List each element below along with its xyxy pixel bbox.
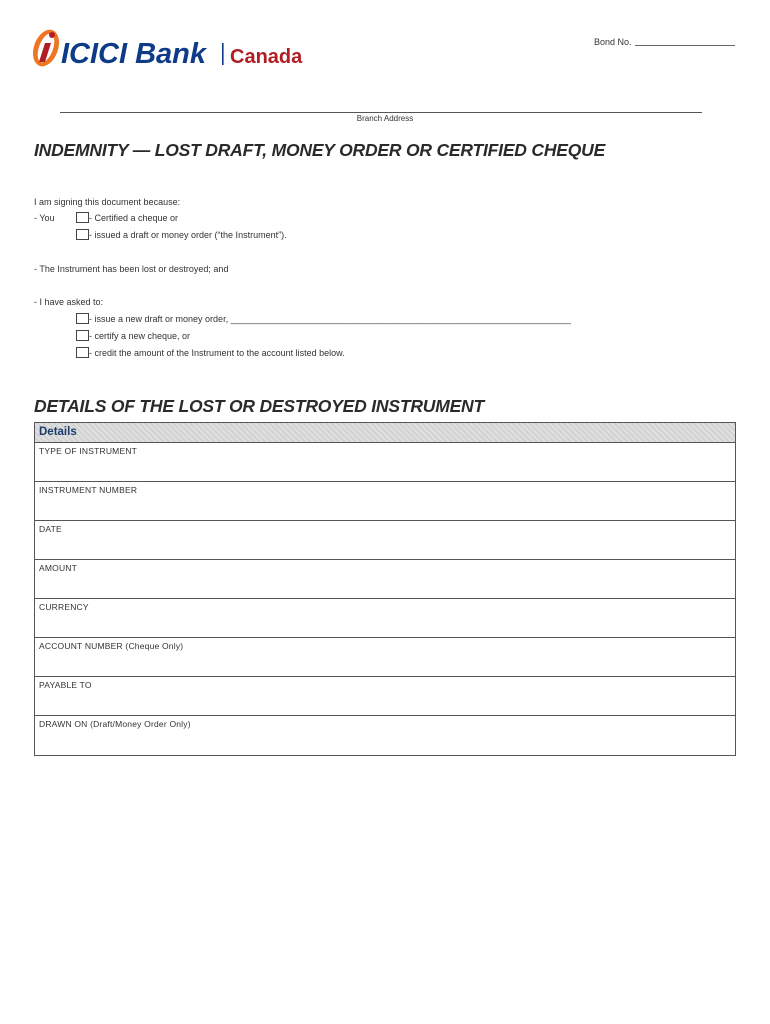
brand-name: ICICI Bank bbox=[61, 38, 207, 70]
issued-draft-checkbox[interactable] bbox=[76, 229, 89, 240]
date-field[interactable]: DATE bbox=[35, 521, 735, 560]
bond-number-label: Bond No. bbox=[594, 37, 632, 47]
issue-new-draft-checkbox[interactable] bbox=[76, 313, 89, 324]
details-table-header: Details bbox=[35, 423, 735, 443]
account-number-field[interactable]: ACCOUNT NUMBER (Cheque Only) bbox=[35, 638, 735, 677]
instrument-number-field[interactable]: INSTRUMENT NUMBER bbox=[35, 482, 735, 521]
credit-account-checkbox[interactable] bbox=[76, 347, 89, 358]
you-label: - You bbox=[34, 213, 55, 223]
lost-statement: - The Instrument has been lost or destroyed; and bbox=[34, 264, 229, 274]
currency-field[interactable]: CURRENCY bbox=[35, 599, 735, 638]
brand-region: Canada bbox=[230, 46, 303, 68]
details-table bbox=[34, 422, 736, 756]
branch-address-label: Branch Address bbox=[356, 114, 414, 123]
certified-cheque-option: - Certified a cheque or bbox=[89, 213, 179, 223]
issue-new-draft-option: - issue a new draft or money order, ____________________________________________________________________ bbox=[89, 314, 571, 324]
document-title: INDEMNITY — LOST DRAFT, MONEY ORDER OR CERTIFIED CHEQUE bbox=[34, 140, 606, 160]
details-section-title: DETAILS OF THE LOST OR DESTROYED INSTRUMENT bbox=[34, 396, 484, 416]
certify-new-cheque-checkbox[interactable] bbox=[76, 330, 89, 341]
icici-logo-mark-icon bbox=[30, 26, 320, 72]
certify-new-cheque-option: - certify a new cheque, or bbox=[89, 331, 191, 341]
issued-draft-option: - issued a draft or money order (“the Instrument”). bbox=[89, 230, 287, 240]
type-of-instrument-field[interactable]: TYPE OF INSTRUMENT bbox=[35, 443, 735, 482]
payable-to-field[interactable]: PAYABLE TO bbox=[35, 677, 735, 716]
branch-address-field[interactable] bbox=[60, 112, 702, 113]
intro-text: I am signing this document because: bbox=[34, 197, 181, 207]
asked-label: - I have asked to: bbox=[34, 297, 104, 307]
amount-field[interactable]: AMOUNT bbox=[35, 560, 735, 599]
credit-account-option: - credit the amount of the Instrument to the account listed below. bbox=[89, 348, 345, 358]
certified-cheque-checkbox[interactable] bbox=[76, 212, 89, 223]
bond-number-field[interactable] bbox=[635, 45, 735, 46]
drawn-on-field[interactable]: DRAWN ON (Draft/Money Order Only) bbox=[39, 719, 191, 729]
icici-bank-canada-logo bbox=[30, 26, 320, 72]
